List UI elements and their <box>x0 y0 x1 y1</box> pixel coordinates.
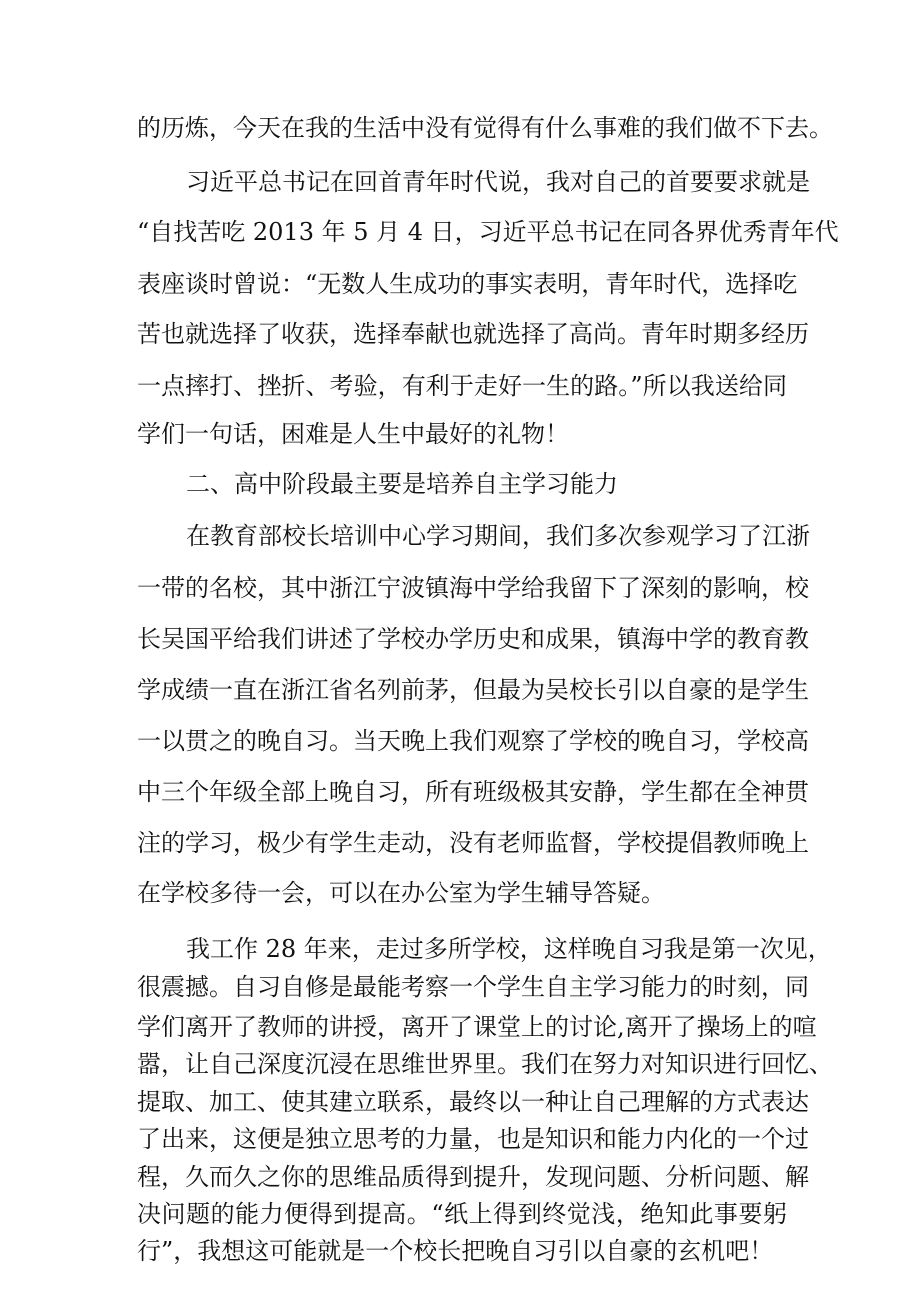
paragraph-reflection-line-8: 决问题的能力便得到提高。“纸上得到终觉浅，绝知此事要躬 <box>137 1200 787 1228</box>
paragraph-reflection-line-7: 程，久而久之你的思维品质得到提升，发现问题、分析问题、解 <box>137 1163 809 1191</box>
paragraph-zhenhai-line-7: 注的学习，极少有学生走动，没有老师监督，学校提倡教师晚上 <box>137 829 809 857</box>
paragraph-zhenhai-line-4: 学成绩一直在浙江省名列前茅，但最为吴校长引以自豪的是学生 <box>137 676 809 704</box>
paragraph-reflection-line-1: 我工作 28 年来，走过多所学校，这样晚自习我是第一次见， <box>186 935 832 963</box>
paragraph-reflection-line-6: 了出来，这便是独立思考的力量，也是知识和能力内化的一个过 <box>137 1125 809 1153</box>
paragraph-xi-line-3: 表座谈时曾说：“无数人生成功的事实表明，青年时代，选择吃 <box>137 270 798 298</box>
paragraph-reflection-line-3: 学们离开了教师的讲授，离开了课堂上的讨论,离开了操场上的喧 <box>137 1013 817 1041</box>
paragraph-zhenhai-line-1: 在教育部校长培训中心学习期间，我们多次参观学习了江浙 <box>186 522 810 550</box>
paragraph-xi-line-2: “自找苦吃 2013 年 5 月 4 日，习近平总书记在同各界优秀青年代 <box>137 218 839 246</box>
paragraph-zhenhai-line-2: 一带的名校，其中浙江宁波镇海中学给我留下了深刻的影响，校 <box>137 574 809 602</box>
section-heading: 二、高中阶段最主要是培养自主学习能力 <box>186 470 618 498</box>
paragraph-reflection-line-4: 嚣，让自己深度沉浸在思维世界里。我们在努力对知识进行回忆、 <box>137 1050 833 1078</box>
paragraph-reflection-line-2: 很震撼。自习自修是最能考察一个学生自主学习能力的时刻，同 <box>137 973 809 1001</box>
paragraph-zhenhai-line-3: 长吴国平给我们讲述了学校办学历史和成果，镇海中学的教育教 <box>137 625 809 653</box>
paragraph-xi-line-1: 习近平总书记在回首青年时代说，我对自己的首要要求就是 <box>186 168 810 196</box>
paragraph-reflection-line-5: 提取、加工、使其建立联系，最终以一种让自己理解的方式表达 <box>137 1088 809 1116</box>
paragraph-reflection-line-9: 行”，我想这可能就是一个校长把晚自习引以自豪的玄机吧！ <box>137 1237 774 1265</box>
paragraph-xi-line-4: 苦也就选择了收获，选择奉献也就选择了高尚。青年时期多经历 <box>137 320 809 348</box>
paragraph-zhenhai-line-8: 在学校多待一会，可以在办公室为学生辅导答疑。 <box>137 879 665 907</box>
paragraph-zhenhai-line-6: 中三个年级全部上晚自习，所有班级极其安静，学生都在全神贯 <box>137 778 809 806</box>
paragraph-zhenhai-line-5: 一以贯之的晚自习。当天晚上我们观察了学校的晚自习，学校高 <box>137 727 809 755</box>
paragraph-xi-line-5: 一点摔打、挫折、考验，有利于走好一生的路。”所以我送给同 <box>137 372 787 400</box>
paragraph-xi-line-6: 学们一句话，困难是人生中最好的礼物！ <box>137 420 569 448</box>
paragraph-continuation-line: 的历炼，今天在我的生活中没有觉得有什么事难的我们做不下去。 <box>137 114 833 142</box>
